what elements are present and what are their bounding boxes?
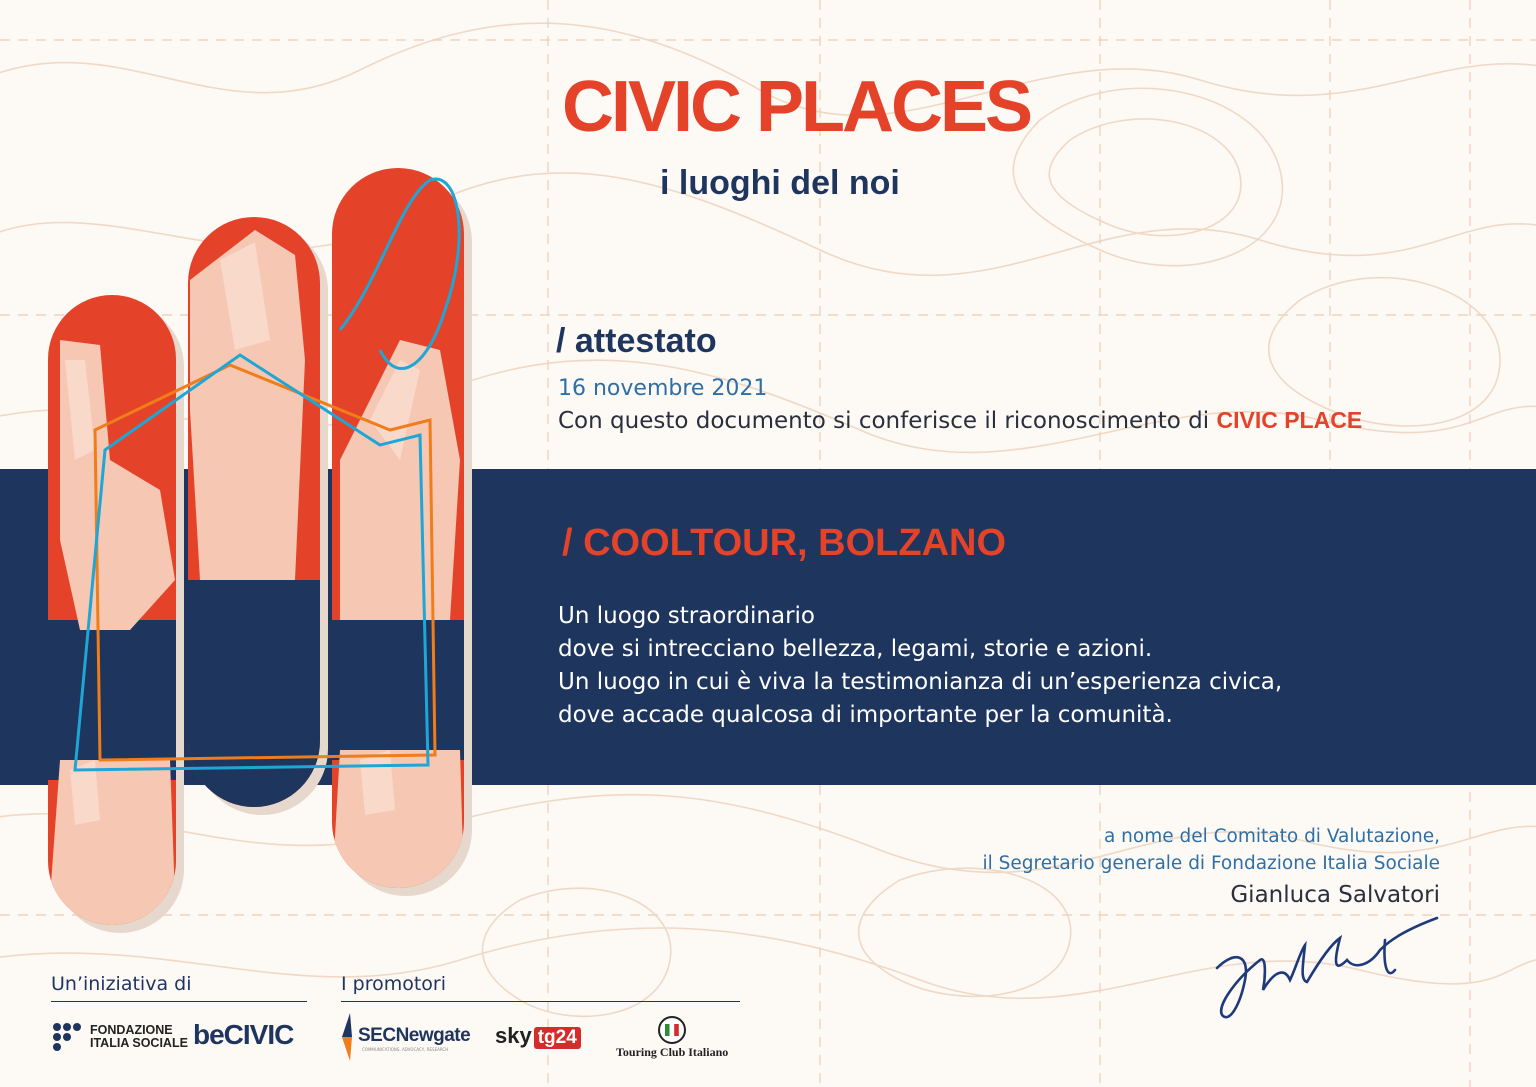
hands-string-illustration — [40, 160, 480, 940]
description-line: Un luogo in cui è viva la testimonianza di un’esperienza civica, — [558, 669, 1283, 695]
sky-text: sky — [495, 1023, 532, 1048]
initiative-heading: Un’iniziativa di — [51, 973, 192, 995]
signature-line-1: a nome del Comitato di Valutazione, — [1103, 826, 1440, 847]
secnewgate-subtitle: COMMUNICATIONS, ADVOCACY, RESEARCH — [362, 1047, 449, 1052]
description-line: dove accade qualcosa di importante per la comunità. — [558, 702, 1173, 728]
signature-block — [982, 823, 1440, 913]
tci-emblem — [657, 1015, 687, 1045]
certificate-intro — [558, 407, 1362, 434]
signer-name: Gianluca Salvatori — [1230, 882, 1440, 908]
tg24-text: tg24 — [534, 1027, 581, 1049]
fis-line-1: FONDAZIONE — [90, 1023, 173, 1037]
certificate-title: / attestato — [556, 322, 717, 360]
promoters-divider — [341, 1001, 740, 1002]
secnewgate-text: SECNewgate — [358, 1025, 471, 1046]
place-name: / COOLTOUR, BOLZANO — [562, 522, 1007, 564]
becivic-logo: beCIVIC — [193, 1019, 294, 1050]
place-description — [558, 600, 1458, 732]
secnewgate-icon — [340, 1013, 360, 1061]
fis-dots-logo — [52, 1022, 82, 1052]
tci-text: Touring Club Italiano — [616, 1045, 729, 1059]
brand-title: CIVIC PLACES — [562, 67, 1031, 147]
description-line: dove si intrecciano bellezza, legami, storie e azioni. — [558, 636, 1153, 662]
certificate-intro-text: Con questo documento si conferisce il riconoscimento di — [558, 408, 1210, 434]
touring-club-logo — [616, 1015, 728, 1060]
civic-place-highlight: CIVIC PLACE — [1216, 407, 1363, 433]
sky-tg24-logo — [495, 1023, 581, 1049]
signature-line-2: il Segretario generale di Fondazione Italia Sociale — [982, 853, 1440, 874]
brand-subtitle: i luoghi del noi — [660, 164, 900, 202]
promoters-heading: I promotori — [341, 973, 447, 995]
certificate-date: 16 novembre 2021 — [558, 376, 768, 401]
fis-line-2: ITALIA SOCIALE — [90, 1036, 188, 1050]
handwritten-signature — [1205, 910, 1445, 1030]
description-line: Un luogo straordinario — [558, 603, 815, 629]
initiative-divider — [51, 1001, 307, 1002]
